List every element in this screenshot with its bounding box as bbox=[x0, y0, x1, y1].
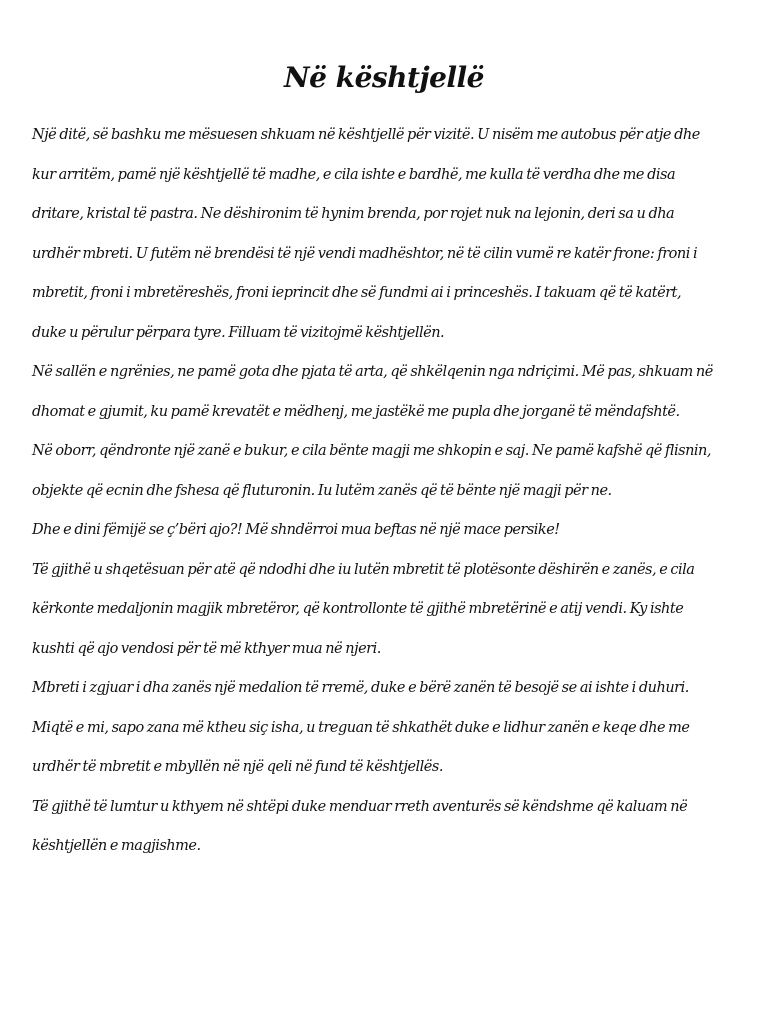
text-line: dritare, kristal të pastra. Ne dëshironim të hynim brenda, por rojet nuk na lejonin, deri sa u dha bbox=[32, 206, 675, 222]
text-line: objekte që ecnin dhe fshesa që fluturonin. Iu lutëm zanës që të bënte një magji për ne. bbox=[32, 482, 612, 499]
paragraph-dining-hall bbox=[32, 353, 736, 432]
document-title: Në kështjellë bbox=[284, 61, 484, 94]
text-line: urdhër të mbretit e mbyllën në një qeli në fund të kështjellës. bbox=[32, 759, 443, 775]
paragraph-transformation bbox=[32, 511, 736, 551]
text-line: Mbreti i zgjuar i dha zanës një medalion të rremë, duke e bërë zanën të besojë se ai ishte i duhuri. bbox=[32, 680, 689, 696]
text-line: Të gjithë të lumtur u kthyem në shtëpi duke menduar rreth aventurës së këndshme që kaluam në bbox=[32, 798, 688, 815]
text-line: Në sallën e ngrënies, ne pamë gota dhe pjata të arta, që shkëlqenin nga ndriçimi. Më pas, shkuam në bbox=[32, 364, 713, 380]
text-line: Dhe e dini fëmijë se ç’bëri ajo?! Më shndërroi mua beftas në një mace persike! bbox=[32, 522, 560, 538]
text-line: kur arritëm, pamë një kështjellë të madhe, e cila ishte e bardhë, me kulla të verdha dhe me disa bbox=[32, 166, 676, 183]
text-line: Në oborr, qëndronte një zanë e bukur, e cila bënte magji me shkopin e saj. Ne pamë kafshë që flisnin, bbox=[32, 443, 711, 459]
paragraph-condition bbox=[32, 551, 736, 670]
text-line: Të gjithë u shqetësuan për atë që ndodhi dhe iu lutën mbretit të plotësonte dëshirën e zanës, e cila bbox=[32, 561, 695, 578]
text-line: Një ditë, së bashku me mësuesen shkuam në kështjellë për vizitë. U nisëm me autobus për atje dhe bbox=[32, 127, 700, 143]
paragraph-ending bbox=[32, 788, 736, 867]
text-line: kushti që ajo vendosi për të më kthyer mua në njeri. bbox=[32, 640, 381, 657]
text-line: dhomat e gjumit, ku pamë krevatët e mëdhenj, me jastëkë me pupla dhe jorganë të mëndafshtë. bbox=[32, 403, 680, 420]
text-line: kështjellën e magjishme. bbox=[32, 838, 201, 854]
text-line: kërkonte medaljonin magjik mbretëror, që kontrollonte të gjithë mbretërinë e atij vendi. Ky ishte bbox=[32, 601, 684, 617]
text-line: Miqtë e mi, sapo zana më ktheu siç isha, u treguan të shkathët duke e lidhur zanën e keqe dhe me bbox=[32, 719, 690, 736]
text-line: mbretit, froni i mbretëreshës, froni ieprincit dhe së fundmi ai i princeshës. I takuam që të katërt, bbox=[32, 285, 682, 301]
text-line: urdhër mbreti. U futëm në brendësi të një vendi madhështor, në të cilin vumë re katër frone: froni i bbox=[32, 245, 698, 262]
paragraph-arrival bbox=[32, 116, 736, 353]
text-line: duke u përulur përpara tyre. Filluam të vizitojmë kështjellën. bbox=[32, 324, 445, 341]
paragraph-fake-medallion bbox=[32, 669, 736, 788]
paragraph-courtyard bbox=[32, 432, 736, 511]
